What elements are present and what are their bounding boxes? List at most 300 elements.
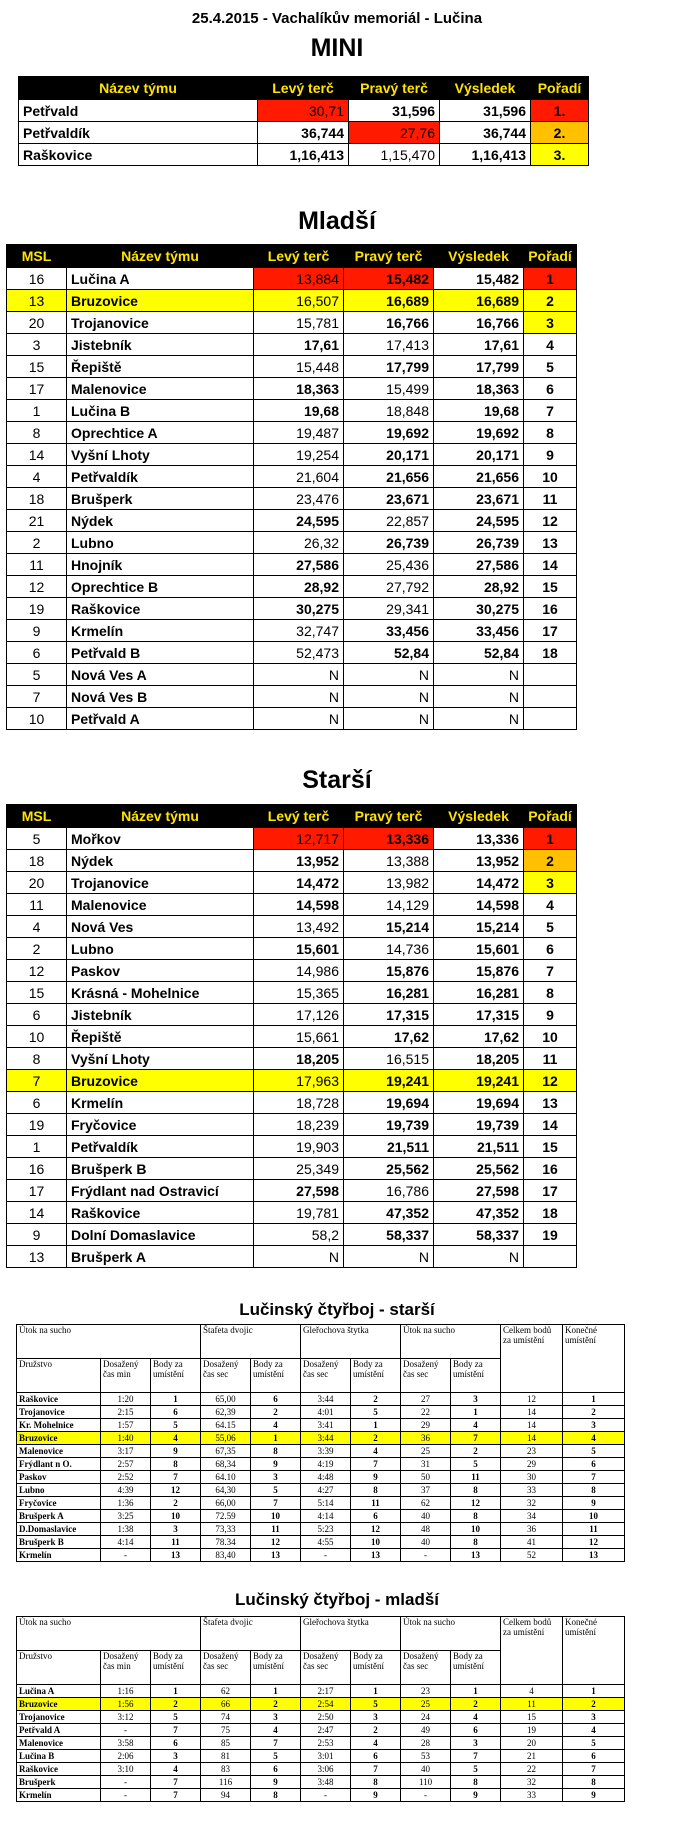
table-cell: 8 (251, 1445, 301, 1458)
table-cell: 18,363 (434, 378, 524, 400)
table-cell: 4:19 (301, 1458, 351, 1471)
team-name-cell: Petřvald B (67, 642, 254, 664)
table-row (7, 1114, 577, 1136)
table-cell: 4 (7, 916, 67, 938)
table-cell: 10 (351, 1536, 401, 1549)
table-cell: - (401, 1789, 451, 1802)
table-cell: 30,275 (254, 598, 344, 620)
table-cell: 27,598 (434, 1180, 524, 1202)
table-cell: 20 (7, 312, 67, 334)
table-cell: 7 (351, 1763, 401, 1776)
table-cell: 78.34 (201, 1536, 251, 1549)
table-cell: 13 (563, 1549, 625, 1562)
table-cell: 8 (524, 422, 577, 444)
table-cell: 40 (401, 1536, 451, 1549)
table-cell: 3. (531, 144, 589, 166)
group-header: Štafeta dvojic (201, 1617, 301, 1651)
table-cell: 10 (524, 466, 577, 488)
table-row (7, 1224, 577, 1246)
group-header: Celkem bodů za umístění (501, 1617, 563, 1685)
table-header-row (7, 245, 577, 268)
table-cell: 19,739 (434, 1114, 524, 1136)
table-cell: 10 (451, 1523, 501, 1536)
table-cell: 21 (7, 510, 67, 532)
table-row (7, 1246, 577, 1268)
table-row (17, 1698, 625, 1711)
team-name-cell: Trojanovice (67, 312, 254, 334)
group-header: Útok na sucho (401, 1325, 501, 1359)
column-header: Dosažený čas sec (401, 1359, 451, 1393)
table-cell: 17 (524, 1180, 577, 1202)
column-header: Název týmu (67, 245, 254, 268)
table-cell: 3 (524, 872, 577, 894)
table-row (19, 144, 589, 166)
table-cell: 2:47 (301, 1724, 351, 1737)
table-cell: 14,472 (434, 872, 524, 894)
table-header-row (7, 805, 577, 828)
column-header: MSL (7, 245, 67, 268)
table-cell: 1 (563, 1685, 625, 1698)
table-row (7, 488, 577, 510)
team-name-cell: Lučina B (67, 400, 254, 422)
table-cell: 36 (401, 1432, 451, 1445)
table-cell: 15,214 (434, 916, 524, 938)
table-cell: 3 (451, 1737, 501, 1750)
table-cell: 3:44 (301, 1393, 351, 1406)
table-cell: 1:40 (101, 1432, 151, 1445)
column-header: Dosažený čas sec (301, 1359, 351, 1393)
table-cell: 47,352 (434, 1202, 524, 1224)
table-cell: 30 (501, 1471, 563, 1484)
table-cell: 7 (451, 1750, 501, 1763)
table-cell: 21,604 (254, 466, 344, 488)
column-header: Pravý terč (344, 805, 434, 828)
table-cell: 17,413 (344, 334, 434, 356)
table-cell: 4:14 (101, 1536, 151, 1549)
team-name-cell: Lučina A (67, 268, 254, 290)
table-cell: 2:54 (301, 1698, 351, 1711)
column-header: Pořadí (524, 805, 577, 828)
table-row (17, 1484, 625, 1497)
table-cell: 15 (524, 576, 577, 598)
table-cell: 3 (251, 1711, 301, 1724)
table-row (17, 1393, 625, 1406)
column-header: Body za umístění (251, 1359, 301, 1393)
table-cell: 1:57 (101, 1419, 151, 1432)
table-cell: 49 (401, 1724, 451, 1737)
table-cell: 8 (351, 1776, 401, 1789)
table-cell: 11 (524, 1048, 577, 1070)
table-cell: 3:25 (101, 1510, 151, 1523)
table-cell: N (434, 686, 524, 708)
table-row (7, 1070, 577, 1092)
table-cell: 6 (7, 1004, 67, 1026)
table-cell: 27,792 (344, 576, 434, 598)
table-cell: 62,39 (201, 1406, 251, 1419)
table-cell: 66,00 (201, 1497, 251, 1510)
table-cell: 10 (7, 1026, 67, 1048)
table-cell: 12 (251, 1536, 301, 1549)
table-row (17, 1763, 625, 1776)
table-cell: 3:06 (301, 1763, 351, 1776)
table-cell: 15,876 (344, 960, 434, 982)
table-cell: 20 (501, 1737, 563, 1750)
group-header: Konečné umístění (563, 1617, 625, 1685)
table-cell: - (101, 1776, 151, 1789)
table-cell: 62 (401, 1497, 451, 1510)
starsi-results-table (6, 804, 577, 1268)
table-cell (524, 708, 577, 730)
table-row (17, 1406, 625, 1419)
team-name-cell: Lučina B (17, 1750, 101, 1763)
table-cell: 9 (251, 1458, 301, 1471)
table-cell: 7 (524, 400, 577, 422)
table-cell: 9 (524, 444, 577, 466)
team-name-cell: Petřvaldík (19, 122, 258, 144)
table-cell: 5 (7, 828, 67, 850)
table-cell: 20,171 (344, 444, 434, 466)
table-cell: 15,601 (434, 938, 524, 960)
table-cell: 15,482 (344, 268, 434, 290)
table-cell: 19,254 (254, 444, 344, 466)
table-cell: 13 (351, 1549, 401, 1562)
table-cell: 9 (7, 1224, 67, 1246)
table-cell: 50 (401, 1471, 451, 1484)
table-cell: 5 (351, 1406, 401, 1419)
table-cell: 13 (524, 532, 577, 554)
column-header: Levý terč (258, 77, 349, 100)
table-cell: 1 (7, 1136, 67, 1158)
table-row (7, 828, 577, 850)
table-cell: 15,482 (434, 268, 524, 290)
table-cell: 1:16 (101, 1685, 151, 1698)
table-cell: N (344, 686, 434, 708)
table-cell: 58,337 (344, 1224, 434, 1246)
table-cell: 94 (201, 1789, 251, 1802)
table-row (17, 1458, 625, 1471)
table-cell: - (101, 1724, 151, 1737)
table-cell: 8 (563, 1776, 625, 1789)
table-cell: 3:44 (301, 1432, 351, 1445)
table-cell: 72.59 (201, 1510, 251, 1523)
table-cell: 24,595 (254, 510, 344, 532)
table-cell: 5 (524, 356, 577, 378)
table-row (17, 1776, 625, 1789)
table-row (7, 576, 577, 598)
table-cell: 27,586 (254, 554, 344, 576)
table-cell: 16,766 (344, 312, 434, 334)
table-cell: 6 (351, 1510, 401, 1523)
table-cell: 28,92 (254, 576, 344, 598)
column-header: Dosažený čas sec (401, 1651, 451, 1685)
team-name-cell: Fryčovice (17, 1497, 101, 1510)
table-row (17, 1445, 625, 1458)
table-cell: 58,337 (434, 1224, 524, 1246)
team-name-cell: Raškovice (19, 144, 258, 166)
table-row (17, 1471, 625, 1484)
table-cell: N (434, 664, 524, 686)
table-cell: 64.10 (201, 1471, 251, 1484)
table-cell: 1:36 (101, 1497, 151, 1510)
table-cell: 19 (501, 1724, 563, 1737)
table-row (17, 1497, 625, 1510)
table-cell: 6 (251, 1763, 301, 1776)
table-cell: N (344, 664, 434, 686)
table-row (7, 356, 577, 378)
table-row (17, 1549, 625, 1562)
table-cell: 5 (351, 1698, 401, 1711)
team-name-cell: Frýdlant nad Ostravicí (67, 1180, 254, 1202)
table-cell: 31,596 (349, 100, 440, 122)
column-header: Název týmu (19, 77, 258, 100)
group-header-row (17, 1617, 625, 1651)
team-name-cell: Trojanovice (17, 1711, 101, 1724)
table-cell: 3:58 (101, 1737, 151, 1750)
table-cell: 9 (7, 620, 67, 642)
table-cell: 31,596 (440, 100, 531, 122)
table-row (17, 1419, 625, 1432)
table-cell: 3 (563, 1419, 625, 1432)
table-cell: 11 (524, 488, 577, 510)
team-name-cell: Nová Ves B (67, 686, 254, 708)
table-cell: 6 (524, 938, 577, 960)
table-cell: 19,781 (254, 1202, 344, 1224)
team-name-cell: Lubno (67, 938, 254, 960)
table-cell: 14 (501, 1419, 563, 1432)
team-name-cell: Raškovice (17, 1763, 101, 1776)
team-name-cell: Lubno (67, 532, 254, 554)
table-cell: 25 (401, 1445, 451, 1458)
table-cell: 7 (451, 1432, 501, 1445)
group-header: Konečné umístění (563, 1325, 625, 1393)
column-header: Družstvo (17, 1651, 101, 1685)
table-cell: 17 (7, 378, 67, 400)
table-cell: 15,876 (434, 960, 524, 982)
column-header: Výsledek (434, 245, 524, 268)
table-cell: 16 (524, 598, 577, 620)
table-cell: 1:56 (101, 1698, 151, 1711)
table-cell: 5 (563, 1445, 625, 1458)
table-cell: 19,694 (344, 1092, 434, 1114)
table-row (7, 664, 577, 686)
team-name-cell: Řepiště (67, 356, 254, 378)
table-cell: 24,595 (434, 510, 524, 532)
table-row (7, 444, 577, 466)
table-cell: 25,349 (254, 1158, 344, 1180)
table-cell: 23,671 (344, 488, 434, 510)
table-cell: 14,986 (254, 960, 344, 982)
table-cell: 75 (201, 1724, 251, 1737)
table-cell: 2:52 (101, 1471, 151, 1484)
table-cell: 14,129 (344, 894, 434, 916)
team-name-cell: Brušperk (67, 488, 254, 510)
table-row (7, 510, 577, 532)
table-cell: 11 (451, 1471, 501, 1484)
table-cell: 2. (531, 122, 589, 144)
table-cell: 19,241 (344, 1070, 434, 1092)
table-cell: 7 (563, 1471, 625, 1484)
team-name-cell: Bruzovice (67, 1070, 254, 1092)
table-cell: 16,515 (344, 1048, 434, 1070)
column-header: Dosažený čas sec (301, 1651, 351, 1685)
table-cell: 14 (7, 444, 67, 466)
table-row (7, 1048, 577, 1070)
table-cell: 55,06 (201, 1432, 251, 1445)
section-title-mladsi: Mladší (298, 207, 376, 235)
team-name-cell: Petřvald A (67, 708, 254, 730)
table-cell: 14,736 (344, 938, 434, 960)
table-cell: 11 (251, 1523, 301, 1536)
table-cell: 11 (7, 554, 67, 576)
table-cell: 8 (563, 1484, 625, 1497)
table-cell: 83 (201, 1763, 251, 1776)
table-row (7, 708, 577, 730)
table-row (7, 422, 577, 444)
table-cell: 4 (151, 1763, 201, 1776)
table-cell: 27,76 (349, 122, 440, 144)
table-cell: 29,341 (344, 598, 434, 620)
table-cell: 15 (524, 1136, 577, 1158)
table-cell: 4 (351, 1445, 401, 1458)
table-cell: 85 (201, 1737, 251, 1750)
table-cell: 40 (401, 1763, 451, 1776)
table-row (7, 598, 577, 620)
group-header: Štafeta dvojic (201, 1325, 301, 1359)
table-cell: 16,786 (344, 1180, 434, 1202)
table-cell: 28 (401, 1737, 451, 1750)
table-cell: 5 (151, 1711, 201, 1724)
team-name-cell: Lubno (17, 1484, 101, 1497)
table-cell: 66 (201, 1698, 251, 1711)
group-header: Útok na sucho (17, 1617, 201, 1651)
table-cell: 17,963 (254, 1070, 344, 1092)
table-cell: N (254, 664, 344, 686)
table-cell: N (344, 708, 434, 730)
table-cell: 12 (151, 1484, 201, 1497)
table-cell: 14,598 (434, 894, 524, 916)
table-cell: 5 (524, 916, 577, 938)
team-name-cell: Malenovice (17, 1445, 101, 1458)
team-name-cell: Nýdek (67, 510, 254, 532)
mini-results-table (18, 76, 589, 166)
table-cell: 81 (201, 1750, 251, 1763)
team-name-cell: Brušperk B (67, 1158, 254, 1180)
table-cell: 15,499 (344, 378, 434, 400)
table-row (17, 1536, 625, 1549)
group-header-row (17, 1325, 625, 1359)
table-row (17, 1711, 625, 1724)
table-cell: 15,365 (254, 982, 344, 1004)
section-title-starsi: Starší (302, 766, 372, 794)
table-cell: 13,982 (344, 872, 434, 894)
table-cell: 1 (7, 400, 67, 422)
table-cell: 74 (201, 1711, 251, 1724)
team-name-cell: Vyšní Lhoty (67, 1048, 254, 1070)
table-cell: 2 (351, 1724, 401, 1737)
table-cell: 4 (251, 1419, 301, 1432)
table-cell: 4 (251, 1724, 301, 1737)
table-cell: 1. (531, 100, 589, 122)
table-cell: 4 (351, 1737, 401, 1750)
table-cell: 4 (7, 466, 67, 488)
table-cell: 5 (563, 1737, 625, 1750)
column-header: Výsledek (434, 805, 524, 828)
team-name-cell: Trojanovice (17, 1406, 101, 1419)
table-cell: 17,315 (434, 1004, 524, 1026)
table-cell: 19,739 (344, 1114, 434, 1136)
table-cell: 1 (451, 1406, 501, 1419)
column-header: Dosažený čas min (101, 1651, 151, 1685)
table-cell: 7 (524, 960, 577, 982)
table-cell: 1 (151, 1685, 201, 1698)
table-cell: 25,436 (344, 554, 434, 576)
table-cell: 17,61 (434, 334, 524, 356)
table-row (17, 1510, 625, 1523)
column-header: Levý terč (254, 245, 344, 268)
table-cell: 52 (501, 1549, 563, 1562)
table-cell: 33 (501, 1789, 563, 1802)
table-cell: N (254, 708, 344, 730)
table-cell: 30,71 (258, 100, 349, 122)
table-row (7, 1180, 577, 1202)
section-title-mini: MINI (310, 34, 364, 62)
table-cell: 13 (524, 1092, 577, 1114)
table-cell: 9 (251, 1776, 301, 1789)
table-cell: 3:01 (301, 1750, 351, 1763)
table-cell: 19 (524, 1224, 577, 1246)
table-cell: 2 (524, 290, 577, 312)
table-cell: 23,671 (434, 488, 524, 510)
table-cell: - (301, 1549, 351, 1562)
table-cell: 52,473 (254, 642, 344, 664)
table-row (17, 1737, 625, 1750)
column-header: Pořadí (531, 77, 589, 100)
table-cell: 18,205 (254, 1048, 344, 1070)
table-cell: 14 (7, 1202, 67, 1224)
table-cell: 6 (351, 1750, 401, 1763)
table-cell: 18,205 (434, 1048, 524, 1070)
table-cell: 1:38 (101, 1523, 151, 1536)
table-cell: 53 (401, 1750, 451, 1763)
team-name-cell: Oprechtice A (67, 422, 254, 444)
table-cell: N (434, 1246, 524, 1268)
table-cell: 21,511 (434, 1136, 524, 1158)
table-cell: 6 (251, 1393, 301, 1406)
table-cell: 20,171 (434, 444, 524, 466)
mladsi-results-table (6, 244, 577, 730)
table-cell: 19,241 (434, 1070, 524, 1092)
table-cell: 1 (351, 1685, 401, 1698)
table-cell: 58,2 (254, 1224, 344, 1246)
table-cell: 4 (524, 334, 577, 356)
table-cell: 15 (7, 356, 67, 378)
table-cell: 19 (7, 1114, 67, 1136)
table-cell: 9 (351, 1471, 401, 1484)
table-row (7, 312, 577, 334)
team-name-cell: Brušperk (17, 1776, 101, 1789)
table-cell: 31 (401, 1458, 451, 1471)
table-row (7, 982, 577, 1004)
table-row (7, 686, 577, 708)
column-header: Body za umístění (151, 1359, 201, 1393)
column-header: Dosažený čas min (101, 1359, 151, 1393)
table-cell: 3 (451, 1393, 501, 1406)
team-name-cell: Nová Ves A (67, 664, 254, 686)
table-cell: 12 (524, 510, 577, 532)
table-cell: 13,952 (254, 850, 344, 872)
table-cell: 23 (501, 1445, 563, 1458)
team-name-cell: Paskov (17, 1471, 101, 1484)
